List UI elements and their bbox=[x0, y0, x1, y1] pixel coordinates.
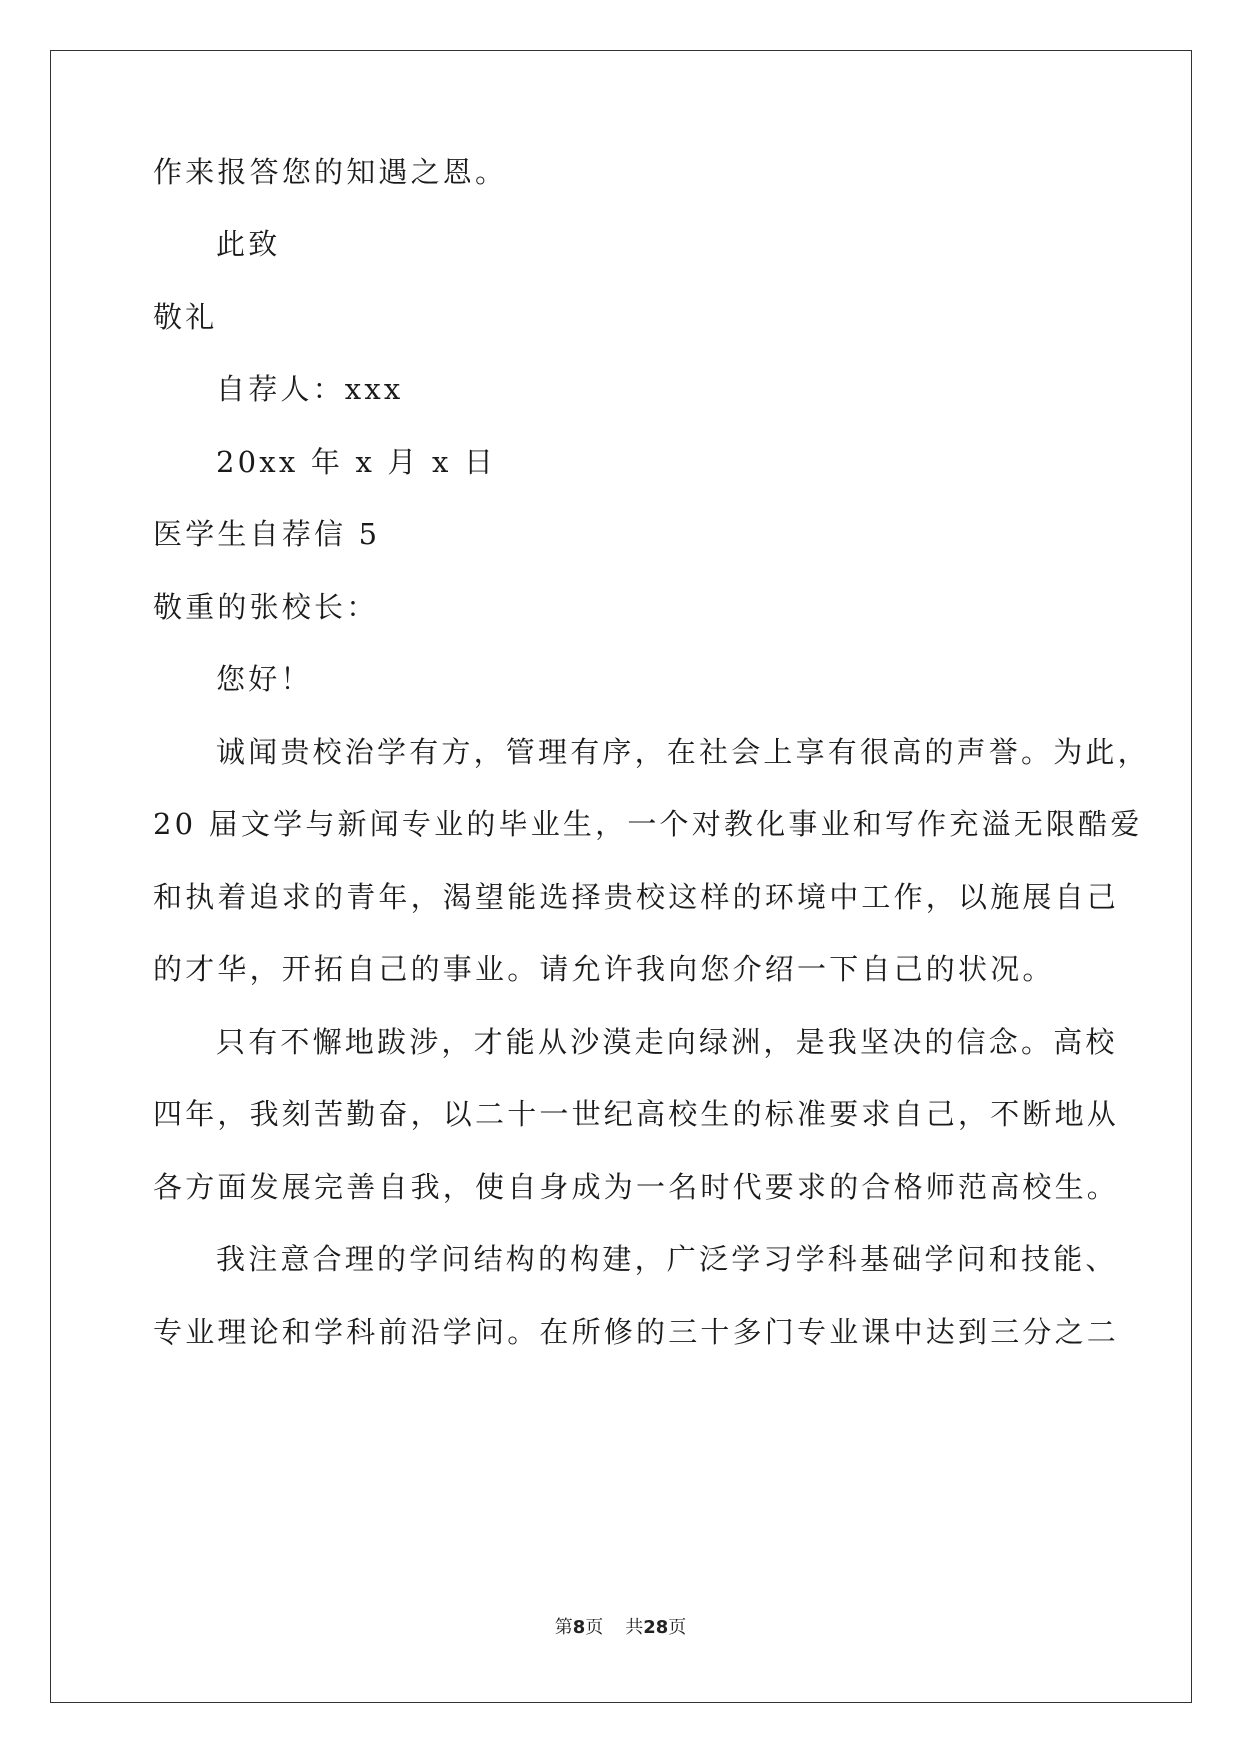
paragraph-line: 专业理论和学科前沿学问。在所修的三十多门专业课中达到三分之二 bbox=[153, 1315, 1120, 1349]
paragraph-line: 我注意合理的学问结构的构建，广泛学习学科基础学问和技能、 bbox=[216, 1242, 1118, 1276]
paragraph-line: 四年，我刻苦勤奋，以二十一世纪高校生的标准要求自己，不断地从 bbox=[153, 1097, 1120, 1131]
footer-page-suffix: 页 bbox=[585, 1617, 604, 1638]
footer-total-pages: 28 bbox=[643, 1617, 669, 1638]
greeting-line: 敬重的张校长： bbox=[153, 590, 379, 624]
footer-page-prefix: 第 bbox=[554, 1617, 573, 1638]
footer-total-prefix: 共 bbox=[625, 1617, 644, 1638]
page-footer bbox=[0, 1616, 1241, 1640]
paragraph-line: 各方面发展完善自我，使自身成为一名时代要求的合格师范高校生。 bbox=[153, 1170, 1120, 1204]
signature-line: 自荐人：xxx bbox=[216, 372, 404, 406]
section-heading: 医学生自荐信 5 bbox=[153, 517, 381, 551]
paragraph-line: 诚闻贵校治学有方，管理有序，在社会上享有很高的声誉。为此， bbox=[216, 735, 1150, 769]
paragraph-line: 的才华，开拓自己的事业。请允许我向您介绍一下自己的状况。 bbox=[153, 952, 1055, 986]
paragraph-line: 和执着追求的青年，渴望能选择贵校这样的环境中工作，以施展自己 bbox=[153, 880, 1120, 914]
date-line: 20xx 年 x 月 x 日 bbox=[216, 445, 497, 479]
footer-total-suffix: 页 bbox=[668, 1617, 687, 1638]
closing-salutation: 此致 bbox=[216, 227, 281, 261]
closing-regards: 敬礼 bbox=[153, 300, 218, 334]
paragraph-line: 20 届文学与新闻专业的毕业生，一个对教化事业和写作充溢无限酷爱 bbox=[153, 807, 1143, 841]
greeting-hello: 您好！ bbox=[216, 662, 313, 696]
footer-page-number: 8 bbox=[572, 1617, 586, 1638]
text-line: 作来报答您的知遇之恩。 bbox=[153, 155, 508, 189]
paragraph-line: 只有不懈地跋涉，才能从沙漠走向绿洲，是我坚决的信念。高校 bbox=[216, 1025, 1118, 1059]
